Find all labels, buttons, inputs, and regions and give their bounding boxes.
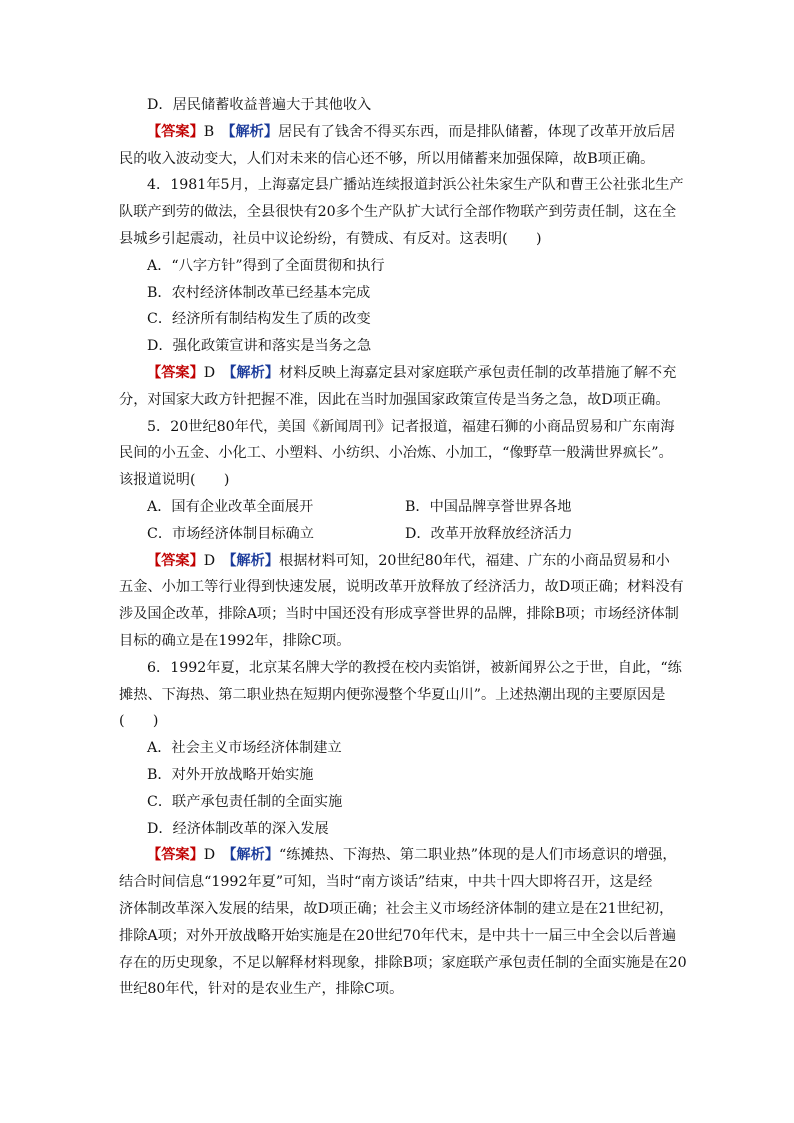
q6-stem-line-2: 摊热、下海热、第二职业热在短期内便弥漫整个华夏山川”。上述热潮出现的主要原因是 xyxy=(119,686,666,703)
q5-stem-line-2: 民间的小五金、小化工、小塑料、小纺织、小冶炼、小加工，“像野草一般满世界疯长”。 xyxy=(119,445,673,462)
answer-tag: 【答案】 xyxy=(147,123,204,140)
q5-stem-line-1: 5．20世纪80年代，美国《新闻周刊》记者报道，福建石狮的小商品贸易和广东南海 xyxy=(147,418,675,435)
q4-analysis-line-1: 材料反映上海嘉定县对家庭联产承包责任制的改革措施了解不充 xyxy=(279,364,677,381)
q4-option-a: A．“八字方针”得到了全面贯彻和执行 xyxy=(147,257,385,274)
answer-tag: 【答案】 xyxy=(147,552,204,569)
q3-answer-line xyxy=(119,119,679,146)
q6-option-c: C．联产承包责任制的全面实施 xyxy=(147,793,343,810)
answer-tag: 【答案】 xyxy=(147,364,204,381)
q3-analysis-line-1: 居民有了钱舍不得买东西，而是排队储蓄，体现了改革开放后居 xyxy=(278,123,676,140)
q4-stem-line-1: 4．1981年5月，上海嘉定县广播站连续报道封浜公社朱家生产队和曹王公社张北生产 xyxy=(147,177,684,194)
q5-option-c: C．市场经济体制目标确立 xyxy=(147,525,314,542)
q5-options-row-1 xyxy=(119,494,679,521)
analysis-tag: 【解析】 xyxy=(229,552,279,569)
q5-analysis-line-1: 根据材料可知，20世纪80年代，福建、广东的小商品贸易和小 xyxy=(279,552,670,569)
analysis-tag: 【解析】 xyxy=(229,847,279,864)
q4-option-b: B．农村经济体制改革已经基本完成 xyxy=(147,284,371,301)
q6-stem-line-3: ( ) xyxy=(119,713,159,730)
document-body xyxy=(119,92,687,1003)
q6-option-a: A．社会主义市场经济体制建立 xyxy=(147,740,342,757)
analysis-tag: 【解析】 xyxy=(228,123,279,140)
q6-analysis-line-5: 存在的历史现象，不足以解释材料现象，排除B项；家庭联产承包责任制的全面实施是在20 xyxy=(119,954,687,971)
q5-stem-line-3: 该报道说明( ) xyxy=(119,472,230,489)
q6-option-b: B．对外开放战略开始实施 xyxy=(147,766,314,783)
q6-answer-line xyxy=(119,842,679,869)
q6-analysis-line-1: “练摊热、下海热、第二职业热”体现的是人们市场意识的增强， xyxy=(279,847,677,864)
q5-option-a: A．国有企业改革全面展开 xyxy=(147,498,314,515)
q5-analysis-line-2: 五金、小加工等行业得到快速发展，说明改革开放释放了经济活力，故D项正确；材料没有 xyxy=(119,579,684,596)
q6-analysis-line-2: 结合时间信息“1992年夏”可知，当时“南方谈话”结束，中共十四大即将召开，这是经 xyxy=(119,874,653,891)
q4-option-c: C．经济所有制结构发生了质的改变 xyxy=(147,311,371,328)
q5-answer: D xyxy=(203,552,216,569)
q5-analysis-line-3: 涉及国企改革，排除A项；当时中国还没有形成享誉世界的品牌，排除B项；市场经济体制 xyxy=(119,606,679,623)
q5-analysis-line-4: 目标的确立是在1992年，排除C项。 xyxy=(119,632,351,649)
q6-analysis-line-6: 世纪80年代，针对的是农业生产，排除C项。 xyxy=(119,981,404,998)
q4-answer: D xyxy=(203,364,216,381)
q4-stem-line-3: 县城乡引起震动，社员中议论纷纷，有赞成、有反对。这表明( ) xyxy=(119,230,542,247)
q4-analysis-line-2: 分，对国家大政方针把握不准，因此在当时加强国家政策宣传是当务之急，故D项正确。 xyxy=(119,391,670,408)
q3-answer: B xyxy=(203,123,215,140)
q6-analysis-line-3: 济体制改革深入发展的结果，故D项正确；社会主义市场经济体制的建立是在21世纪初， xyxy=(119,900,674,917)
analysis-tag: 【解析】 xyxy=(229,364,279,381)
q5-option-b: B．中国品牌享誉世界各地 xyxy=(405,498,572,515)
q6-analysis-line-4: 排除A项；对外开放战略开始实施是在20世纪70年代末，是中共十一届三中全会以后普遍 xyxy=(119,927,677,944)
q6-option-d: D．经济体制改革的深入发展 xyxy=(147,820,329,837)
q4-stem-line-2: 队联产到劳的做法，全县很快有20多个生产队扩大试行全部作物联产到劳责任制，这在全 xyxy=(119,204,677,221)
q6-stem-line-1: 6．1992年夏，北京某名牌大学的教授在校内卖馅饼，被新闻界公之于世，自此，“练 xyxy=(147,659,682,676)
q4-option-d: D．强化政策宣讲和落实是当务之急 xyxy=(147,338,372,355)
q4-answer-line xyxy=(119,360,679,387)
q5-options-row-2 xyxy=(119,521,679,548)
q6-answer: D xyxy=(203,847,216,864)
q5-answer-line xyxy=(119,548,679,575)
q3-analysis-line-2: 民的收入波动变大，人们对未来的信心还不够，所以用储蓄来加强保障，故B项正确。 xyxy=(119,150,655,167)
answer-tag: 【答案】 xyxy=(147,847,204,864)
q3-option-d: D．居民储蓄收益普遍大于其他收入 xyxy=(147,97,372,113)
q5-option-d: D．改革开放释放经济活力 xyxy=(405,525,573,542)
